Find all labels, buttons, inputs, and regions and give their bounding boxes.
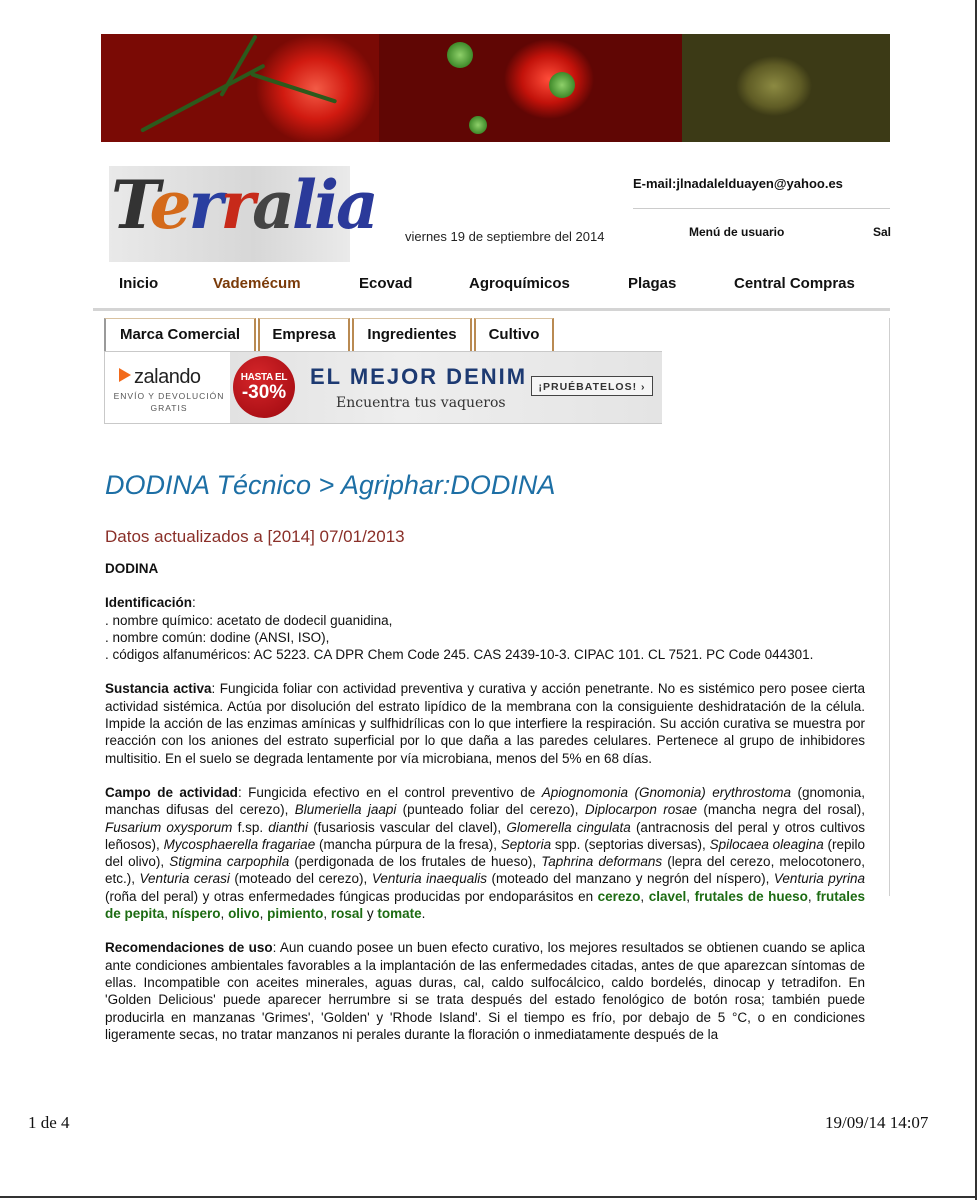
content-border [889, 318, 890, 896]
active-substance-section: Sustancia activa: Fungicida foliar con actividad preventiva y curativa y acción penetrante. No es sistémico pero posee cierta actividad sistémica. Actúa por disolución del estrato lipídico de la membrana con la consiguiente deshidratación de la célula. Impide la acción de las enzimas amínicas y sulfhidrílicas con lo que interfiere la respiración. Su acción curativa se muestra por reacción con los aniones del estrato superficial por lo que daña a las paredes celulares. Pertenece al grupo de inhibidores multisitio. En el suelo se degrada lentamente por vía microbiana, menos del 5% en 68 días. [105, 681, 865, 766]
tab-ingredientes[interactable]: Ingredientes [352, 318, 472, 351]
banner-melon-image [682, 34, 890, 142]
main-nav [93, 266, 890, 311]
tab-empresa[interactable]: Empresa [258, 318, 350, 351]
ad-headline: EL MEJOR DENIM [310, 364, 528, 389]
crop-link-clavel[interactable]: clavel [648, 888, 687, 904]
nav-plagas[interactable]: Plagas [628, 275, 677, 292]
crop-link-rosal[interactable]: rosal [330, 906, 364, 922]
crop-link-nispero[interactable]: níspero [171, 906, 221, 922]
usage-recommendations-section: Recomendaciones de uso: Aun cuando posee un buen efecto curativo, los mejores resultados se obtienen cuando se aplica ante condiciones ambientales favorables a la implantación de las enfermedades citadas, antes de que aparezcan síntomas de ellas. Incompatible con aceites minerales, aguas duras, cal, caldo sulfocálcico, caldo bordelés, dinocap y tetradifon. En 'Golden Delicious' puede aparecer herrumbre si se trata después del estado fenológico de botón rosa; también puede producirla en manzanas 'Grimes', 'Golden' y 'Rhode Island'. Si el tiempo es frío, por debajo de 5 °C, o en condiciones ligeramente secas, no tratar manzanos ni perales durante la floración o inmediatamente después de la [105, 940, 865, 1042]
activity-field-section: Campo de actividad: Fungicida efectivo en el control preventivo de Apiognomonia (Gnomonia) erythrostoma (gnomonia, manchas difusas del cerezo), Blumeriella jaapi (punteado foliar del cerezo), Diplocarpon rosae (mancha negra del rosal), Fusarium oxysporum f.sp. dianthi (fusariosis vascular del clavel), Glomerella cingulata (antracnosis del peral y otros cultivos leñosos), Mycosphaerella fragariae (mancha púrpura de la fresa), Septoria spp. (septorias diversas), Spilocaea oleagina (repilo del olivo), Stigmina carpophila (perdigonada de los frutales de hueso), Taphrina deformans (lepra del cerezo, melocotonero, etc.), Venturia cerasi (moteado del cerezo), Venturia inaequalis (moteado del manzano y negrón del níspero), Venturia pyrina (roña del peral) y otras enfermedades fúngicas producidas por endoparásitos en cerezo, clavel, frutales de hueso, frutales de pepita, níspero, olivo, pimiento, rosal y tomate. [105, 784, 866, 922]
zalando-play-icon [119, 368, 131, 382]
tab-cultivo[interactable]: Cultivo [474, 318, 554, 351]
ad-brand-panel [105, 352, 230, 423]
ad-cta-button[interactable]: ¡PRUÉBATELOS! › [531, 376, 653, 396]
identification-section: Identificación: . nombre químico: acetato de dodecil guanidina, . nombre común: dodine (ANSI, ISO), . códigos alfanuméricos: AC 5223. CA DPR Chem Code 245. CAS 2439-10-3. CIPAC 101. CL 7521. PC Code 044301. [105, 595, 814, 663]
ident-line: . códigos alfanuméricos: AC 5223. CA DPR Chem Code 245. CAS 2439-10-3. CIPAC 101. CL 7521. PC Code 044301. [105, 647, 814, 663]
crop-link-tomate[interactable]: tomate [377, 906, 422, 922]
crop-link-olivo[interactable]: olivo [228, 906, 260, 922]
terralia-logo[interactable] [109, 166, 376, 262]
logo-text: Terralia [111, 166, 376, 244]
crop-link-cerezo[interactable]: cerezo [597, 888, 641, 904]
ad-subline: Encuentra tus vaqueros [336, 395, 506, 411]
user-menu-link[interactable]: Menú de usuario [689, 225, 785, 239]
page-title: DODINA Técnico > Agriphar:DODINA [105, 470, 556, 500]
banner-tomato-image [101, 34, 379, 142]
zalando-logo: zalando [119, 366, 201, 389]
banner-pepper-image [379, 34, 682, 142]
ident-line: . nombre químico: acetato de dodecil guanidina, [105, 612, 393, 628]
user-email: E-mail:jlnadalelduayen@yahoo.es [633, 176, 843, 191]
nav-agroquimicos[interactable]: Agroquímicos [469, 275, 570, 292]
zalando-ad-banner[interactable] [104, 351, 662, 424]
header-banner [101, 34, 890, 142]
crop-link-frutales-hueso[interactable]: frutales de hueso [694, 888, 808, 904]
article-body [105, 560, 865, 1060]
tab-marca-comercial[interactable]: Marca Comercial [104, 318, 256, 351]
crop-link-frutales-pepita[interactable]: frutales de pepita [105, 888, 865, 922]
page-edge-bottom [0, 1196, 977, 1198]
current-date: viernes 19 de septiembre del 2014 [405, 229, 605, 244]
ident-line: . nombre común: dodine (ANSI, ISO), [105, 629, 330, 645]
nav-vademecum[interactable]: Vademécum [213, 275, 301, 292]
user-divider [633, 208, 890, 209]
page-counter: 1 de 4 [28, 1113, 70, 1132]
ad-promo-panel [230, 352, 662, 423]
print-timestamp: 19/09/14 14:07 [825, 1113, 929, 1132]
ad-shipping-text: ENVÍO Y DEVOLUCIÓN GRATIS [113, 391, 225, 413]
logout-link[interactable]: Sal [873, 225, 892, 239]
ad-discount-badge: HASTA EL -30% [233, 356, 295, 418]
nav-inicio[interactable]: Inicio [119, 275, 159, 292]
nav-central-compras[interactable]: Central Compras [734, 275, 855, 292]
nav-ecovad[interactable]: Ecovad [359, 275, 413, 292]
crop-link-pimiento[interactable]: pimiento [267, 906, 324, 922]
update-date: Datos actualizados a [2014] 07/01/2013 [105, 527, 405, 546]
product-name: DODINA [105, 561, 159, 576]
